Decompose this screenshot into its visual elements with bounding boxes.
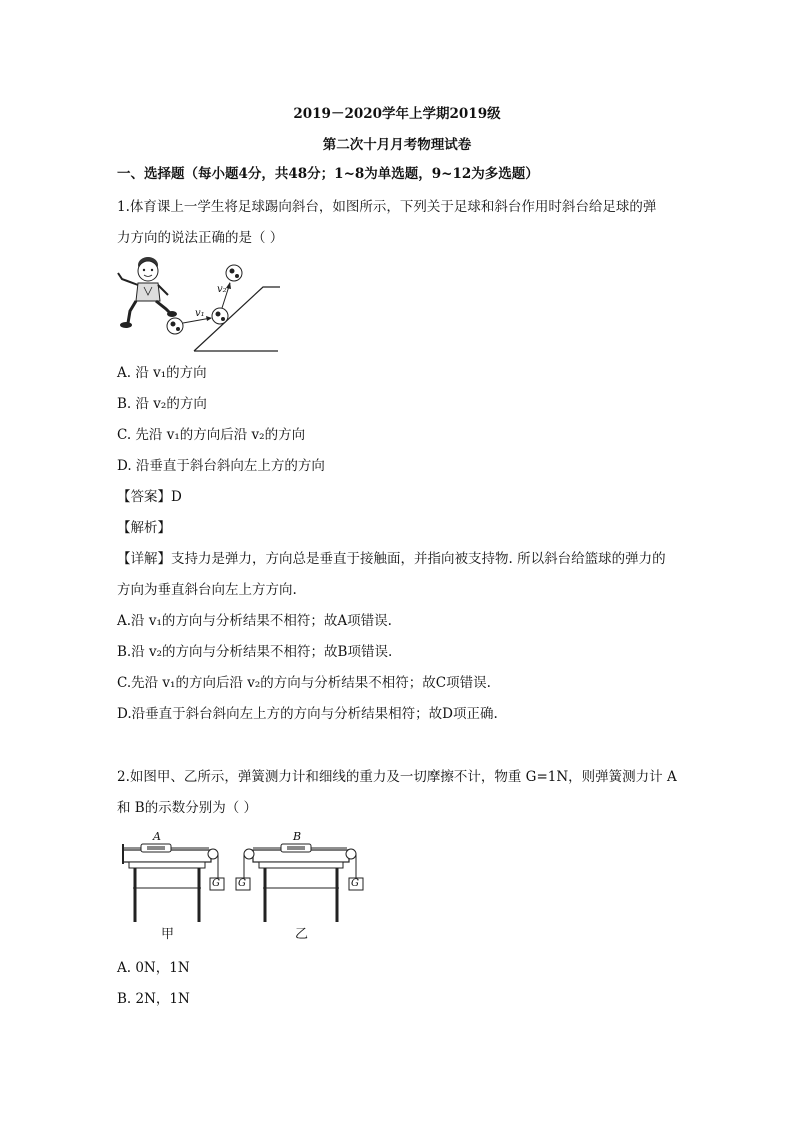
scale-b-label: B bbox=[293, 830, 302, 843]
q1-option-d: D. 沿垂直于斜台斜向左上方的方向 bbox=[117, 458, 325, 474]
q1-detail-line-2: 方向为垂直斜台向左上方方向. bbox=[117, 582, 297, 598]
q1-stem-line-1: 1.体育课上一学生将足球踢向斜台，如图所示，下列关于足球和斜台作用时斜台给足球的弹 bbox=[117, 199, 657, 215]
q1-explanation-c: C.先沿 v₁的方向后沿 v₂的方向与分析结果不相符；故C项错误. bbox=[117, 675, 491, 691]
q2-stem-line-1: 2.如图甲、乙所示，弹簧测力计和细线的重力及一切摩擦不计，物重 G=1N，则弹簧测力计 A bbox=[117, 769, 677, 785]
q1-explanation-b: B.沿 v₂的方向与分析结果不相符；故B项错误. bbox=[117, 644, 393, 660]
q1-answer: 【答案】D bbox=[117, 489, 182, 505]
caption-yi: 乙 bbox=[295, 927, 309, 942]
q2-stem-line-2: 和 B的示数分别为（ ） bbox=[117, 800, 258, 816]
q2-option-a: A. 0N，1N bbox=[117, 960, 190, 976]
title-line-1: 2019－2020学年上学期2019级 bbox=[293, 106, 501, 122]
student-figure bbox=[118, 257, 177, 328]
weight-g-label-3: G bbox=[351, 878, 359, 889]
scale-a-label: A bbox=[153, 830, 161, 843]
ball-start bbox=[167, 318, 183, 334]
weight-g-label-1: G bbox=[212, 878, 220, 889]
title-line-2: 第二次十月月考物理试卷 bbox=[322, 137, 472, 153]
weight-g-label-2: G bbox=[238, 878, 246, 889]
table-yi bbox=[236, 844, 363, 922]
q1-option-a: A. 沿 v₁的方向 bbox=[117, 365, 207, 381]
q2-option-b: B. 2N，1N bbox=[117, 991, 190, 1007]
section-heading: 一、选择题（每小题4分，共48分；1~8为单选题，9~12为多选题） bbox=[117, 166, 539, 182]
caption-jia: 甲 bbox=[161, 927, 175, 942]
q1-option-b: B. 沿 v₂的方向 bbox=[117, 396, 207, 412]
q2-figure bbox=[115, 830, 375, 940]
table-jia bbox=[123, 844, 224, 922]
q1-figure bbox=[108, 253, 283, 355]
q1-stem-line-2: 力方向的说法正确的是（ ） bbox=[117, 230, 284, 246]
q1-analysis-heading: 【解析】 bbox=[117, 520, 171, 536]
q1-explanation-d: D.沿垂直于斜台斜向左上方的方向与分析结果相符；故D项正确. bbox=[117, 706, 498, 722]
ball-contact bbox=[212, 308, 228, 324]
v2-label: v₂ bbox=[217, 284, 227, 295]
ball-rebound bbox=[226, 265, 242, 281]
q1-explanation-a: A.沿 v₁的方向与分析结果不相符；故A项错误. bbox=[117, 613, 392, 629]
q1-option-c: C. 先沿 v₁的方向后沿 v₂的方向 bbox=[117, 427, 306, 443]
q1-detail-line-1: 【详解】支持力是弹力，方向总是垂直于接触面，并指向被支持物. 所以斜台给篮球的弹力的 bbox=[117, 551, 666, 567]
v1-label: v₁ bbox=[195, 308, 205, 319]
